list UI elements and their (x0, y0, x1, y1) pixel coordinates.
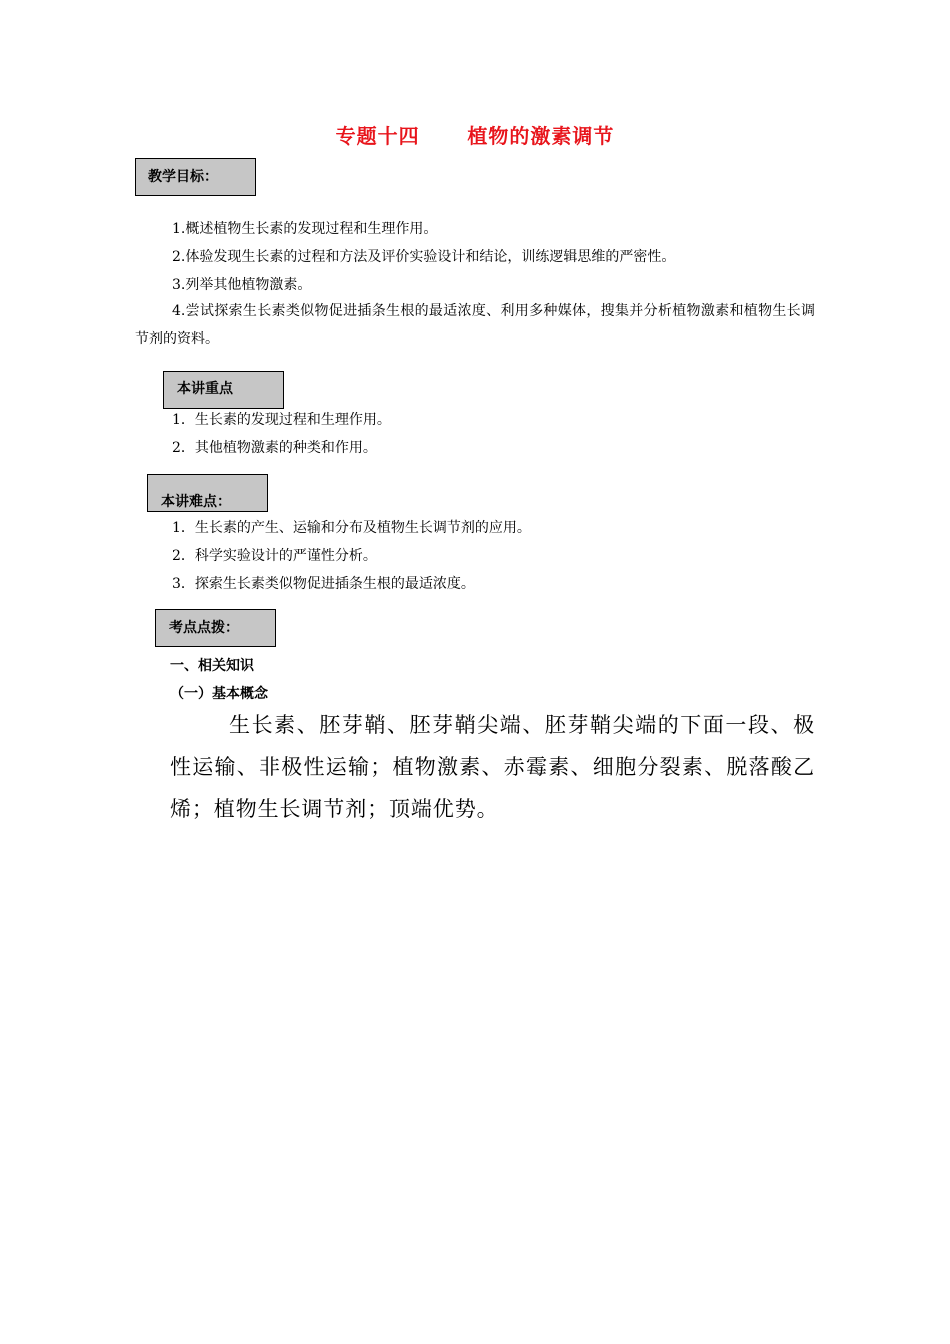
page-title: 专题十四 植物的激素调节 (335, 124, 615, 148)
section-heading: 一、相关知识 (170, 658, 254, 674)
difficult-points-label: 本讲难点： (161, 494, 231, 510)
key-points-label: 本讲重点 (177, 381, 233, 397)
difficult-point-item: 2．科学实验设计的严谨性分析。 (172, 548, 377, 564)
objective-item: 1.概述植物生长素的发现过程和生理作用。 (172, 221, 438, 237)
difficult-points-label-box (147, 474, 268, 512)
key-points-label-box (163, 371, 284, 409)
key-point-item: 2．其他植物激素的种类和作用。 (172, 440, 377, 456)
difficult-point-item: 1．生长素的产生、运输和分布及植物生长调节剂的应用。 (172, 520, 531, 536)
exam-points-label: 考点点拨： (169, 620, 239, 636)
key-point-item: 1．生长素的发现过程和生理作用。 (172, 412, 391, 428)
objectives-label-box (135, 158, 256, 196)
objective-item: 2.体验发现生长素的过程和方法及评价实验设计和结论，训练逻辑思维的严密性。 (172, 249, 676, 265)
objectives-label: 教学目标： (148, 169, 218, 185)
exam-points-label-box (155, 609, 276, 647)
difficult-point-item: 3．探索生长素类似物促进插条生根的最适浓度。 (172, 576, 475, 592)
objective-item: 4.尝试探索生长素类似物促进插条生根的最适浓度、利用多种媒体，搜集并分析植物激素和植物生长调节剂的资料。 (135, 303, 815, 347)
concepts-paragraph: 生长素、胚芽鞘、胚芽鞘尖端、胚芽鞘尖端的下面一段、极性运输、非极性运输；植物激素、赤霉素、细胞分裂素、脱落酸乙烯；植物生长调节剂；顶端优势。 (170, 713, 815, 821)
objective-item: 3.列举其他植物激素。 (172, 277, 312, 293)
subsection-heading: （一）基本概念 (170, 686, 268, 702)
